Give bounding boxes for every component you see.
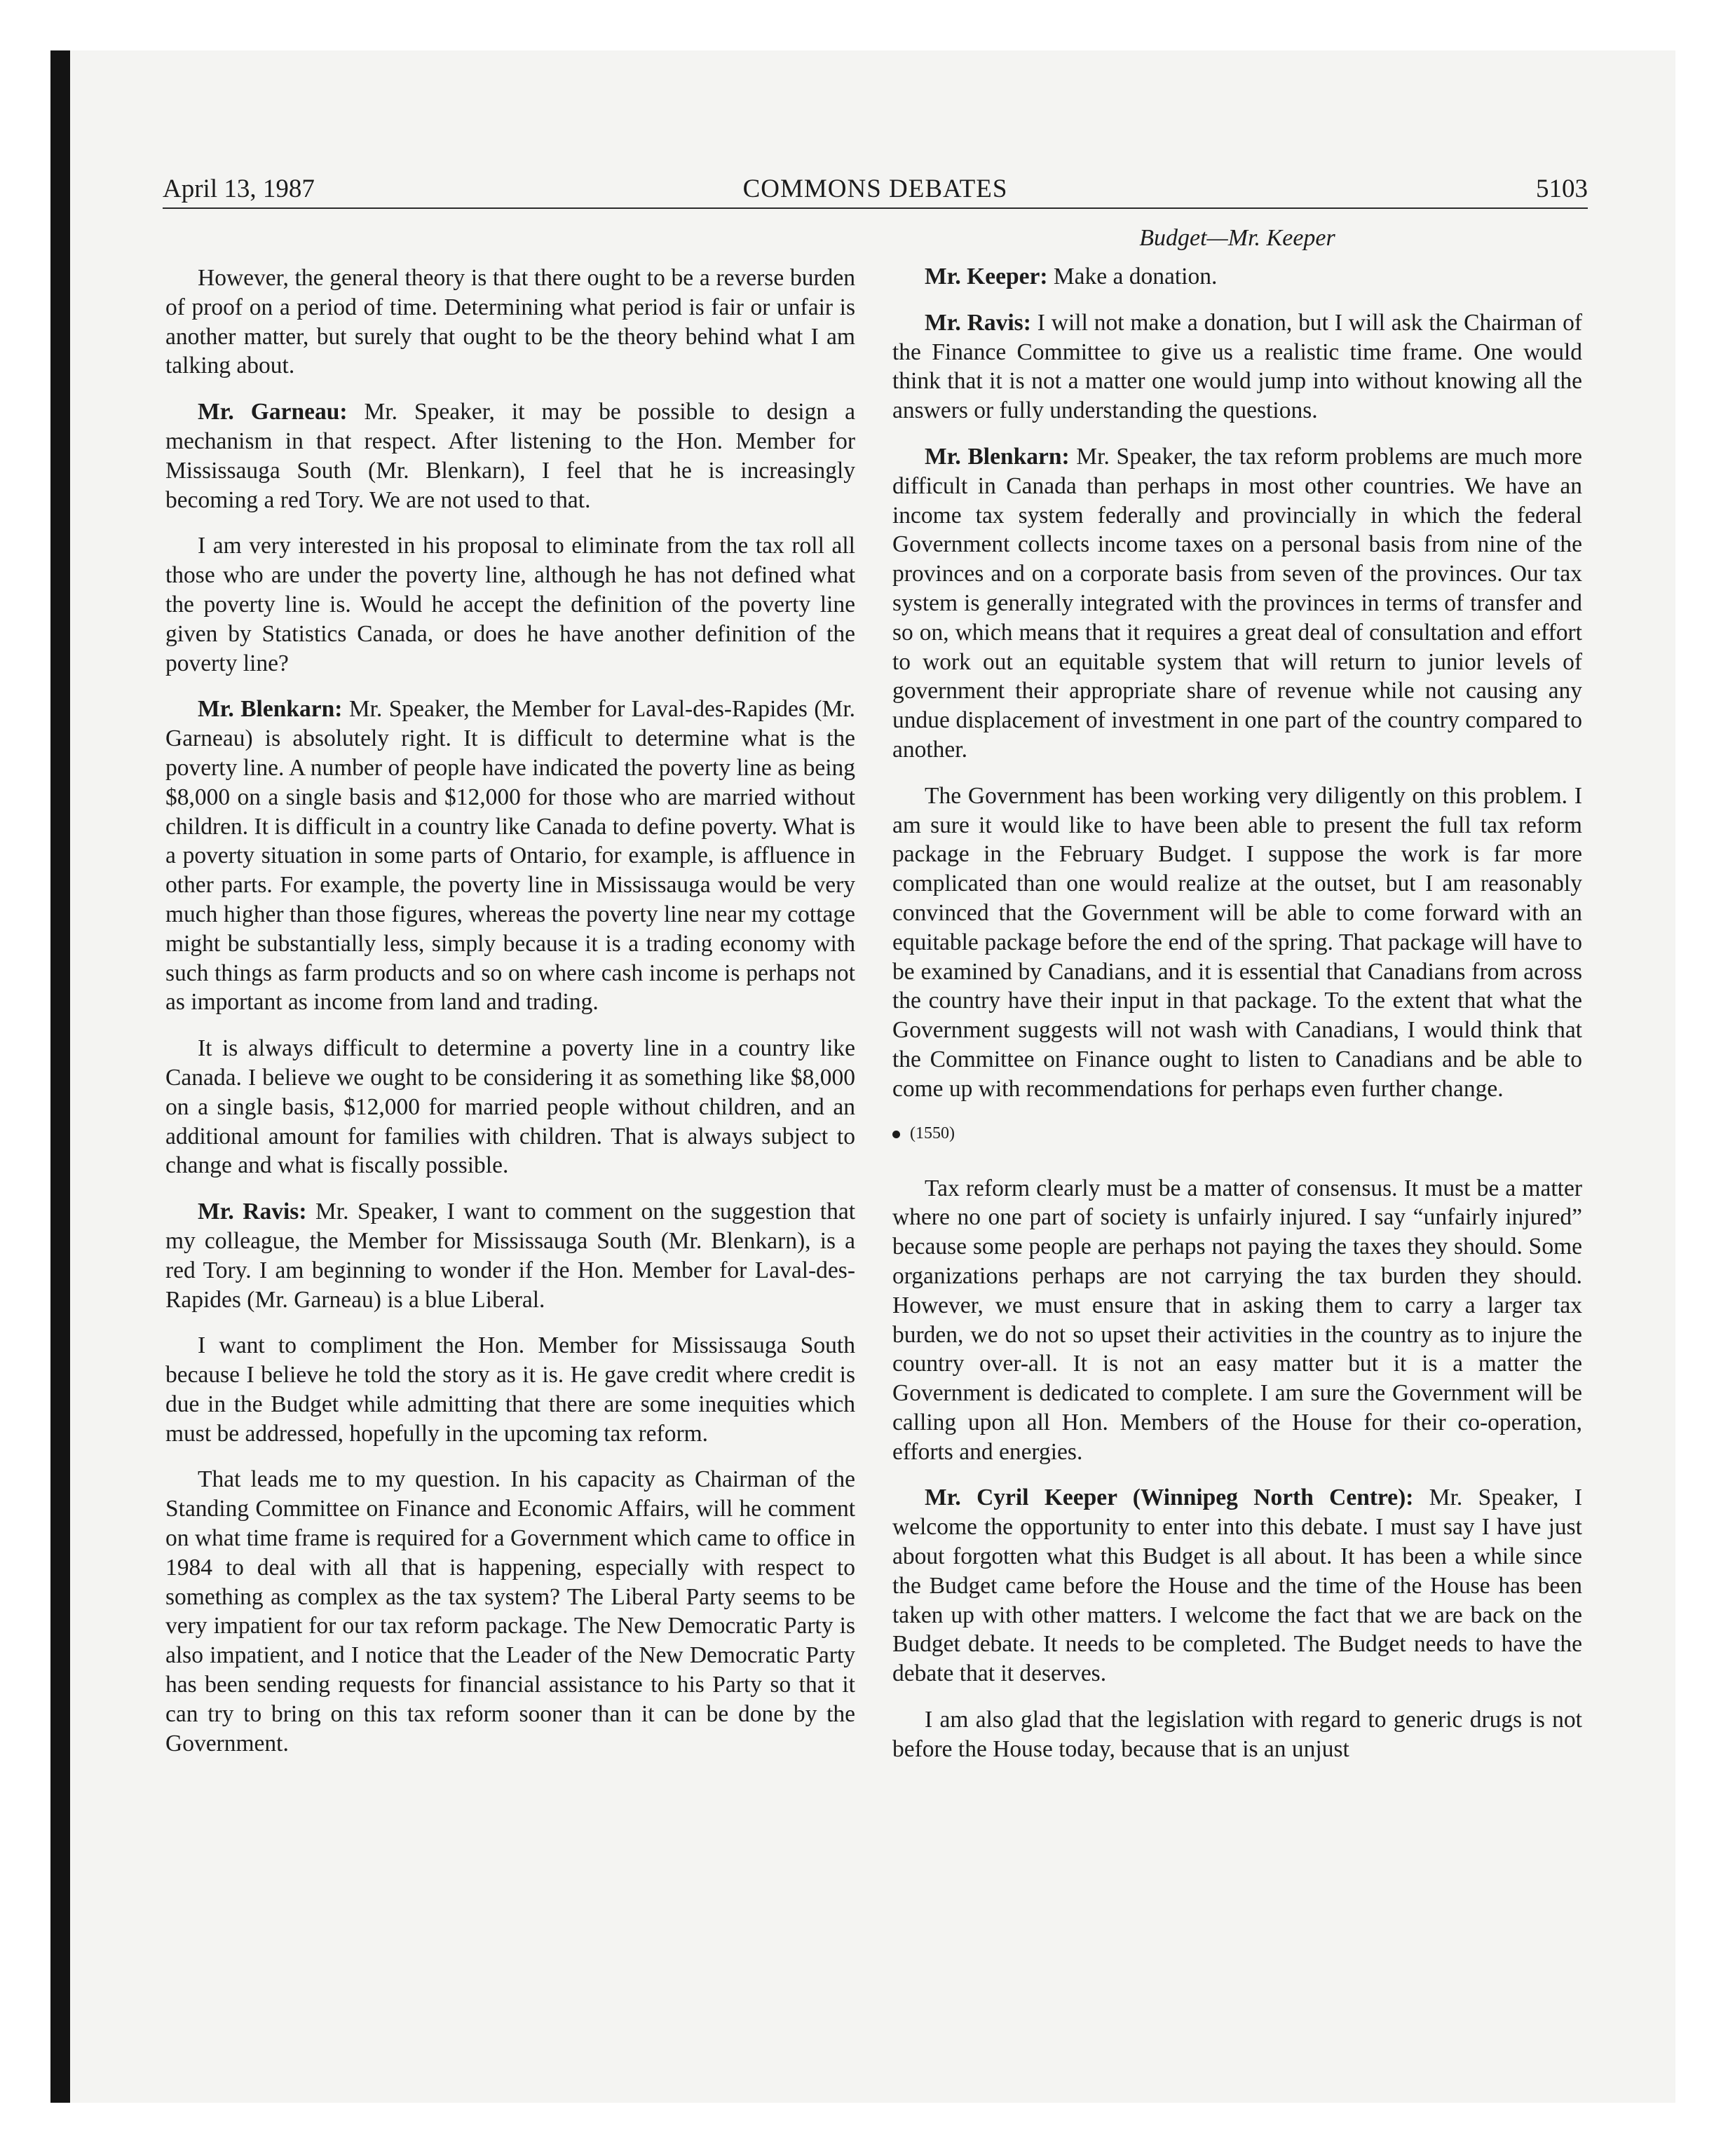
speaker-name: Mr. Ravis:: [198, 1199, 307, 1225]
header-rule: [163, 207, 1588, 209]
right-column-part-b: [892, 1174, 1582, 1764]
right-column-part-a: [892, 262, 1582, 1104]
header-page-number: 5103: [1536, 175, 1588, 203]
paragraph: [165, 695, 855, 1017]
paragraph: [892, 1705, 1582, 1764]
speaker-name: Mr. Garneau:: [198, 399, 348, 425]
paragraph-text: Make a donation.: [1053, 264, 1218, 289]
header-date: April 13, 1987: [163, 175, 315, 203]
paragraph-text: Mr. Speaker, the tax reform problems are much more difficult in Canada than perhaps in most other countries. We have an income tax system federally and provincially in which the federal Government collects income taxes on a personal basis from nine of the provinces and on a corporate basis from seven of the provinces. Our tax system is generally integrated with the provinces in terms of transfer and so on, which means that it requires a great deal of consultation and effort to work out an equitable system that will return to junior levels of government their appropriate share of revenue while not causing any undue displacement of investment in one part of the country compared to another.: [892, 443, 1582, 763]
page-header: [163, 172, 1588, 206]
running-head: Budget—Mr. Keeper: [1139, 225, 1335, 251]
paragraph: [892, 262, 1582, 292]
paragraph: [892, 442, 1582, 765]
speaker-name: Mr. Cyril Keeper (Winnipeg North Centre):: [925, 1485, 1414, 1511]
paragraph: [165, 1465, 855, 1758]
speaker-name: Mr. Ravis:: [925, 309, 1031, 336]
paragraph: [892, 1483, 1582, 1688]
paragraph: [165, 1034, 855, 1180]
paragraph: [165, 531, 855, 678]
paragraph-text: Tax reform clearly must be a matter of consensus. It must be a matter where no one part of society is unfairly injured. I say “unfairly injured” because some people are perhaps not paying the taxes they should. Some organizations perhaps are not carrying the tax burden they should. However, we must ensure that in asking them to carry a larger tax burden, we do not so upset their activities in the country as to injure the country over-all. It is not an easy matter but it is a matter the Government is dedicated to complete. I am sure the Government will be calling upon all Hon. Members of the House for their co-operation, efforts and energies.: [892, 1175, 1582, 1465]
left-column: [165, 264, 855, 1775]
right-column: [892, 262, 1582, 1781]
paragraph-text: The Government has been working very diligently on this problem. I am sure it would like to have been able to present the full tax reform package in the February Budget. I suppose the work is far more complicated than one would realize at the outset, but I am reasonably convinced that the Government will be able to come forward with an equitable package before the end of the spring. That package will have to be examined by Canadians, and it is essential that Canadians from across the country have their input in that package. To the extent that what the Government suggests will not wash with Canadians, I would think that the Committee on Finance ought to listen to Canadians and be able to come up with recommendations for perhaps even further change.: [892, 782, 1582, 1102]
bullet-icon: [892, 1131, 900, 1138]
paragraph: [165, 397, 855, 514]
speaker-name: Mr. Blenkarn:: [198, 696, 343, 723]
paragraph-text: I am also glad that the legislation with regard to generic drugs is not before the House today, because that is an unjust: [892, 1707, 1582, 1762]
paragraph-text: Mr. Speaker, the Member for Laval-des-Rapides (Mr. Garneau) is absolutely right. It is difficult to determine what is the poverty line. A number of people have indicated the poverty line as being $8,000 on a single basis and $12,000 for those who are married without children. It is difficult in a country like Canada to define poverty. What is a poverty situation in some parts of Ontario, for example, is affluence in other parts. For example, the poverty line in Mississauga would be very much higher than those figures, whereas the poverty line near my cottage might be substantially less, simply because it is a trading economy with such things as farm products and so on where cash income is perhaps not as important as income from land and trading.: [165, 696, 855, 1016]
paragraph: [892, 782, 1582, 1104]
paragraph-text: Mr. Speaker, it may be possible to design a mechanism in that respect. After listening to the Hon. Member for Mississauga South (Mr. Blenkarn), I feel that he is increasingly becoming a red Tory. We are not used to that.: [165, 399, 855, 513]
header-title: COMMONS DEBATES: [742, 175, 1008, 203]
speaker-name: Mr. Blenkarn:: [925, 443, 1070, 470]
paragraph: [165, 1331, 855, 1448]
paragraph-text: Mr. Speaker, I want to comment on the suggestion that my colleague, the Member for Mississauga South (Mr. Blenkarn), is a red Tory. I am beginning to wonder if the Hon. Member for Laval-des-Rapides (Mr. Garneau) is a blue Liberal.: [165, 1199, 855, 1313]
speaker-name: Mr. Keeper:: [925, 264, 1048, 289]
paragraph-text: I will not make a donation, but I will ask the Chairman of the Finance Committee to give us a realistic time frame. One would think that it is not a matter one would jump into without knowing all the answers or fully understanding the questions.: [892, 309, 1582, 424]
time-marker: [892, 1121, 1582, 1146]
paragraph-text: Mr. Speaker, I welcome the opportunity to enter into this debate. I must say I have just about forgotten what this Budget is all about. It has been a while since the Budget came before the House and the time of the House has been taken up with other matters. I welcome the fact that we are back on the Budget debate. It needs to be completed. The Budget needs to have the debate that it deserves.: [892, 1485, 1582, 1687]
paragraph-text: I want to compliment the Hon. Member for Mississauga South because I believe he told the story as it is. He gave credit where credit is due in the Budget while admitting that there are some inequities which must be addressed, hopefully in the upcoming tax reform.: [165, 1332, 855, 1447]
paragraph: [165, 1197, 855, 1314]
paragraph: [165, 264, 855, 381]
paragraph: [892, 308, 1582, 425]
paragraph-text: It is always difficult to determine a poverty line in a country like Canada. I believe we ought to be considering it as something like $8,000 on a single basis, $12,000 for married people without children, and an additional amount for families with children. That is always subject to change and what is fiscally possible.: [165, 1035, 855, 1179]
time-marker-label: (1550): [910, 1124, 955, 1142]
scan-edge: [50, 50, 70, 2103]
paragraph-text: However, the general theory is that there ought to be a reverse burden of proof on a period of time. Determining what period is fair or unfair is another matter, but surely that ought to be the theory behind what I am talking about.: [165, 265, 855, 379]
paragraph-text: That leads me to my question. In his capacity as Chairman of the Standing Committee on Finance and Economic Affairs, will he comment on what time frame is required for a Government which came to office in 1984 to deal with all that is happening, especially with respect to something as complex as the tax system? The Liberal Party seems to be very impatient for our tax reform package. The New Democratic Party is also impatient, and I notice that the Leader of the New Democratic Party has been sending requests for financial assistance to his Party so that it can try to bring on this tax reform sooner than it can be done by the Government.: [165, 1466, 855, 1756]
paragraph-text: I am very interested in his proposal to eliminate from the tax roll all those who are under the poverty line, although he has not defined what the poverty line is. Would he accept the definition of the poverty line given by Statistics Canada, or does he have another definition of the poverty line?: [165, 533, 855, 676]
paragraph: [892, 1174, 1582, 1467]
